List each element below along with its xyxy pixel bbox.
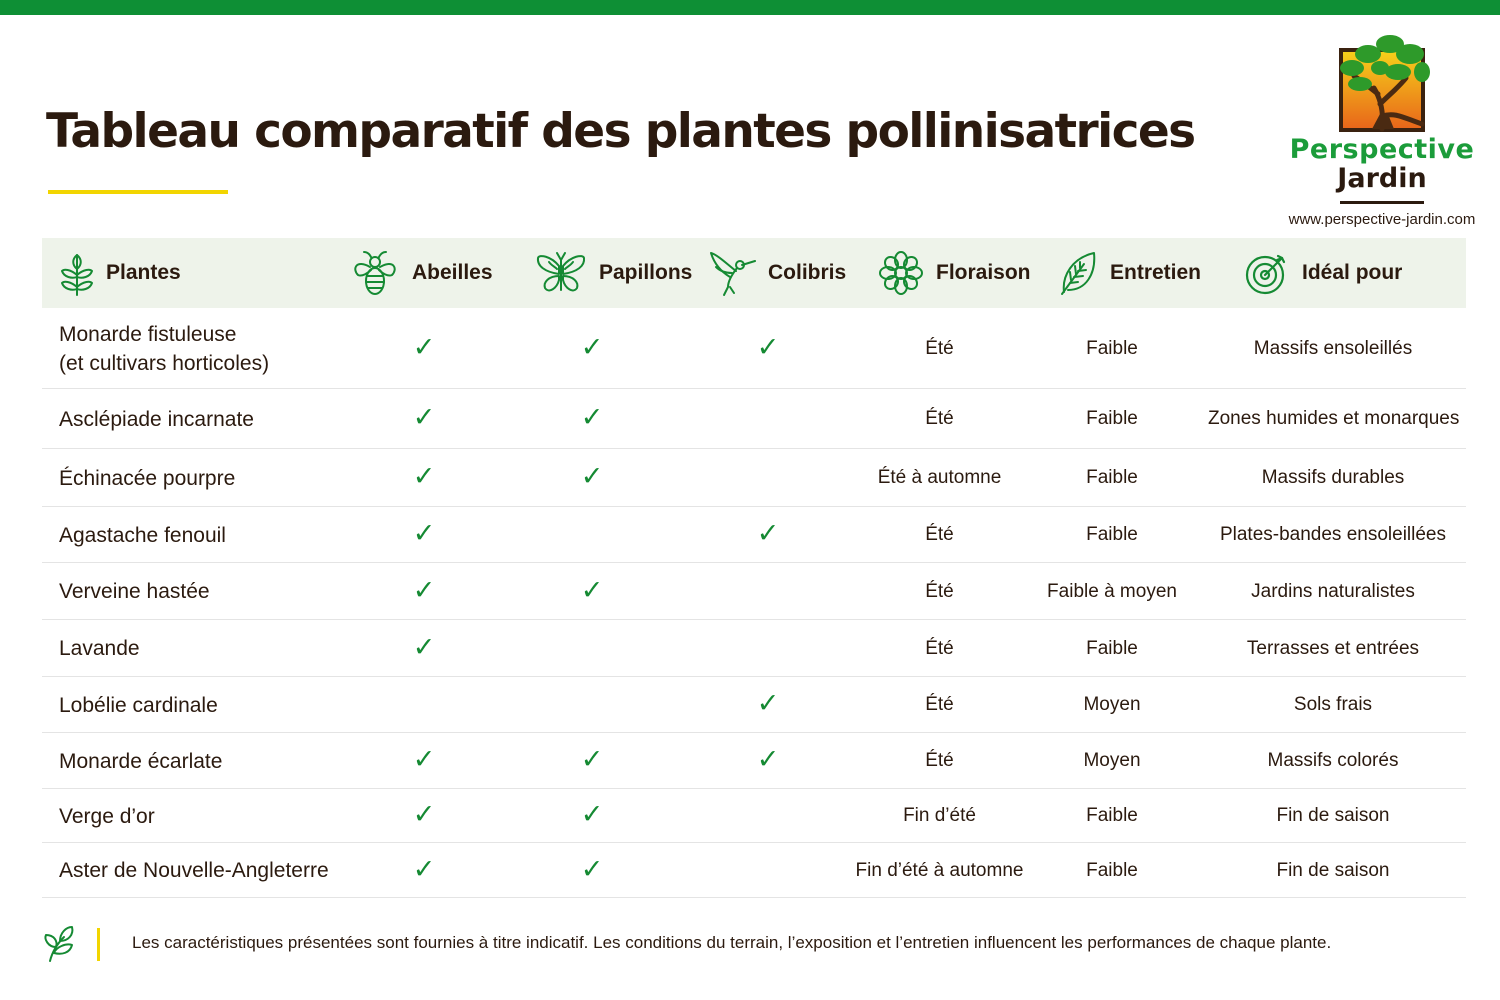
seedling-icon (42, 925, 76, 963)
plant-name-cell (59, 405, 254, 434)
bees-check: ✓ (412, 402, 436, 432)
butterflies-check: ✓ (580, 332, 604, 362)
bees-check: ✓ (412, 518, 436, 548)
ideal-for-cell: Fin de saison (1276, 860, 1390, 881)
hummingbirds-check: ✓ (756, 744, 780, 774)
table-row (42, 677, 1466, 733)
plant-name-cell (59, 577, 210, 606)
hummingbird-icon (708, 249, 756, 297)
ideal-for-cell: Fin de saison (1276, 805, 1390, 826)
column-label: Abeilles (412, 261, 493, 284)
plant-name: Lavande (59, 637, 140, 660)
plant-name: Verveine hastée (59, 580, 210, 603)
bees-check: ✓ (412, 744, 436, 774)
bees-check: ✓ (412, 332, 436, 362)
care-cell: Faible (1086, 408, 1138, 429)
plant-name: Verge d’or (59, 805, 155, 828)
tree-logo-icon (1338, 32, 1430, 132)
care-cell: Moyen (1083, 750, 1141, 771)
care-cell: Faible (1086, 860, 1138, 881)
column-label: Entretien (1110, 261, 1202, 284)
leaf-icon (1058, 250, 1098, 296)
butterflies-check: ✓ (580, 854, 604, 884)
bees-check: ✓ (412, 461, 436, 491)
flower-icon (878, 250, 924, 296)
hummingbirds-check: ✓ (756, 332, 780, 362)
ideal-for-cell: Terrasses et entrées (1246, 638, 1420, 659)
table-row (42, 789, 1466, 843)
brand-logo (1262, 30, 1476, 235)
column-header-hummingbirds (708, 238, 846, 308)
butterflies-check: ✓ (580, 744, 604, 774)
ideal-for-cell: Massifs ensoleillés (1253, 338, 1413, 359)
column-header-ideal-for (1244, 238, 1402, 308)
bees-check: ✓ (412, 632, 436, 662)
column-header-bees (350, 238, 493, 308)
hummingbirds-check: ✓ (756, 518, 780, 548)
bloom-cell: Été (925, 338, 954, 359)
butterflies-check: ✓ (580, 461, 604, 491)
column-label: Papillons (599, 261, 693, 284)
plant-icon (60, 249, 94, 297)
column-header-bloom (878, 238, 1031, 308)
bees-check: ✓ (412, 799, 436, 829)
bloom-cell: Été (925, 750, 954, 771)
plant-name: Aster de Nouvelle-Angleterre (59, 859, 329, 882)
care-cell: Faible (1086, 805, 1138, 826)
column-header-butterflies (535, 238, 692, 308)
plant-name-cell (59, 634, 140, 663)
plant-name-detail: (et cultivars horticoles) (59, 352, 270, 375)
butterfly-icon (535, 250, 587, 296)
table-row (42, 308, 1466, 389)
plant-name-cell (59, 464, 235, 493)
plant-name-cell (59, 747, 222, 776)
bloom-cell: Été (925, 638, 954, 659)
table-row (42, 507, 1466, 563)
column-label: Floraison (936, 261, 1031, 284)
plant-name: Monarde fistuleuse (59, 323, 237, 346)
comparison-table (42, 238, 1466, 898)
table-row (42, 843, 1466, 898)
bloom-cell: Été à automne (877, 467, 1002, 488)
plant-name-cell (59, 802, 155, 831)
target-icon (1244, 250, 1290, 296)
plant-name-cell (59, 521, 226, 550)
column-label: Plantes (106, 261, 181, 284)
table-row (42, 733, 1466, 789)
care-cell: Faible (1086, 467, 1138, 488)
plant-name-cell (59, 856, 329, 885)
logo-rule (1340, 201, 1424, 204)
table-row (42, 449, 1466, 507)
ideal-for-cell: Massifs colorés (1267, 750, 1399, 771)
table-body (42, 308, 1466, 898)
table-row (42, 389, 1466, 449)
bloom-cell: Fin d’été à automne (855, 860, 1024, 881)
title-underline (48, 190, 228, 194)
ideal-for-cell: Massifs durables (1261, 467, 1405, 488)
bloom-cell: Été (925, 524, 954, 545)
bees-check: ✓ (412, 575, 436, 605)
plant-name: Asclépiade incarnate (59, 408, 254, 431)
table-row (42, 620, 1466, 677)
ideal-for-cell: Plates-bandes ensoleillées (1219, 524, 1447, 545)
care-cell: Moyen (1083, 694, 1141, 715)
bloom-cell: Été (925, 408, 954, 429)
column-label: Colibris (768, 261, 847, 284)
plant-name-cell (59, 691, 218, 720)
logo-url: www.perspective-jardin.com (1288, 211, 1476, 228)
ideal-for-cell: Jardins naturalistes (1251, 581, 1415, 602)
table-header (42, 238, 1466, 308)
plant-name: Lobélie cardinale (59, 694, 218, 717)
column-label: Idéal pour (1302, 261, 1403, 284)
butterflies-check: ✓ (580, 402, 604, 432)
footer-note: Les caractéristiques présentées sont fournies à titre indicatif. Les conditions du terrain, l’exposition et l’entretien influencent les performances de chaque plante. (132, 933, 1332, 952)
page-title: Tableau comparatif des plantes pollinisatrices (46, 104, 1195, 159)
butterflies-check: ✓ (580, 575, 604, 605)
care-cell: Faible (1086, 524, 1138, 545)
plant-name: Monarde écarlate (59, 750, 223, 773)
column-header-care (1058, 238, 1201, 308)
bloom-cell: Fin d’été (903, 805, 976, 826)
hummingbirds-check: ✓ (756, 688, 780, 718)
care-cell: Faible à moyen (1047, 581, 1177, 602)
ideal-for-cell: Zones humides et monarques (1208, 408, 1460, 429)
footer-accent-bar (97, 928, 100, 961)
care-cell: Faible (1086, 338, 1138, 359)
table-row (42, 563, 1466, 620)
column-header-plants (60, 238, 181, 308)
bloom-cell: Été (925, 694, 954, 715)
top-accent-bar (0, 0, 1500, 15)
bloom-cell: Été (925, 581, 954, 602)
logo-wordmark-line1: Perspective (1289, 134, 1475, 165)
butterflies-check: ✓ (580, 799, 604, 829)
plant-name-cell (59, 320, 269, 378)
care-cell: Faible (1086, 638, 1138, 659)
bee-icon (350, 249, 400, 297)
plant-name: Échinacée pourpre (59, 467, 236, 490)
logo-wordmark-line2: Jardin (1337, 163, 1427, 194)
ideal-for-cell: Sols frais (1293, 694, 1373, 715)
bees-check: ✓ (412, 854, 436, 884)
plant-name: Agastache fenouil (59, 524, 226, 547)
